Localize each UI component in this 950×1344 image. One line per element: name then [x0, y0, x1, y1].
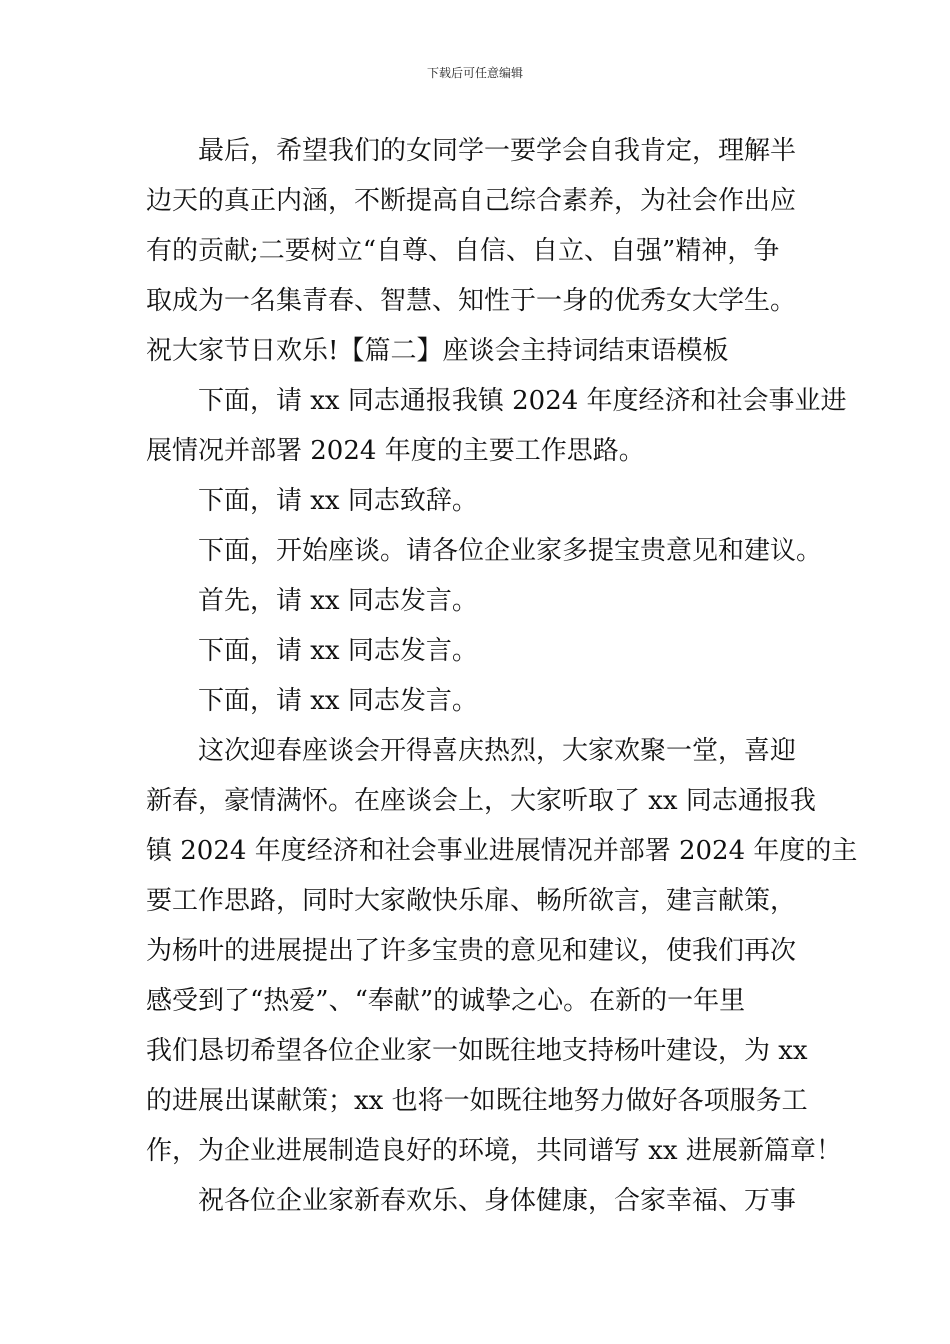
text-line: 边天的真正内涵，不断提高自己综合素养，为社会作出应	[146, 186, 797, 216]
text-line: 要工作思路，同时大家敞快乐扉、畅所欲言，建言献策，	[146, 886, 797, 916]
text-line: 下面，请 xx 同志发言。	[198, 636, 478, 666]
section-heading-line: 祝大家节日欢乐!【篇二】座谈会主持词结束语模板	[146, 336, 729, 366]
text-line: 感受到了“热爱”、“奉献”的诚挚之心。在新的一年里	[146, 986, 746, 1016]
document-body	[146, 126, 858, 1226]
text-line: 下面，请 xx 同志致辞。	[198, 486, 478, 516]
text-line: 镇 2024 年度经济和社会事业进展情况并部署 2024 年度的主	[146, 836, 858, 866]
text-line: 最后，希望我们的女同学一要学会自我肯定，理解半	[198, 136, 797, 166]
text-line: 取成为一名集青春、智慧、知性于一身的优秀女大学生。	[146, 286, 797, 316]
text-line: 作，为企业进展制造良好的环境，共同谱写 xx 进展新篇章！	[146, 1136, 842, 1166]
text-line: 我们恳切希望各位企业家一如既往地支持杨叶建设，为 xx	[146, 1036, 808, 1066]
text-line: 展情况并部署 2024 年度的主要工作思路。	[146, 436, 645, 466]
text-line: 为杨叶的进展提出了许多宝贵的意见和建议，使我们再次	[146, 936, 797, 966]
page-header-note: 下载后可任意编辑	[426, 66, 523, 80]
text-line: 下面，请 xx 同志发言。	[198, 686, 478, 716]
text-line: 的进展出谋献策；xx 也将一如既往地努力做好各项服务工	[146, 1086, 808, 1116]
text-line: 有的贡献;二要树立“自尊、自信、自立、自强”精神，争	[146, 236, 780, 266]
text-line: 下面，请 xx 同志通报我镇 2024 年度经济和社会事业进	[198, 386, 847, 416]
text-line: 下面，开始座谈。请各位企业家多提宝贵意见和建议。	[198, 536, 823, 566]
text-line: 这次迎春座谈会开得喜庆热烈，大家欢聚一堂，喜迎	[198, 736, 797, 766]
text-line: 祝各位企业家新春欢乐、身体健康，合家幸福、万事	[198, 1186, 797, 1216]
text-line: 新春，豪情满怀。在座谈会上，大家听取了 xx 同志通报我	[146, 786, 816, 816]
text-line: 首先，请 xx 同志发言。	[198, 586, 478, 616]
